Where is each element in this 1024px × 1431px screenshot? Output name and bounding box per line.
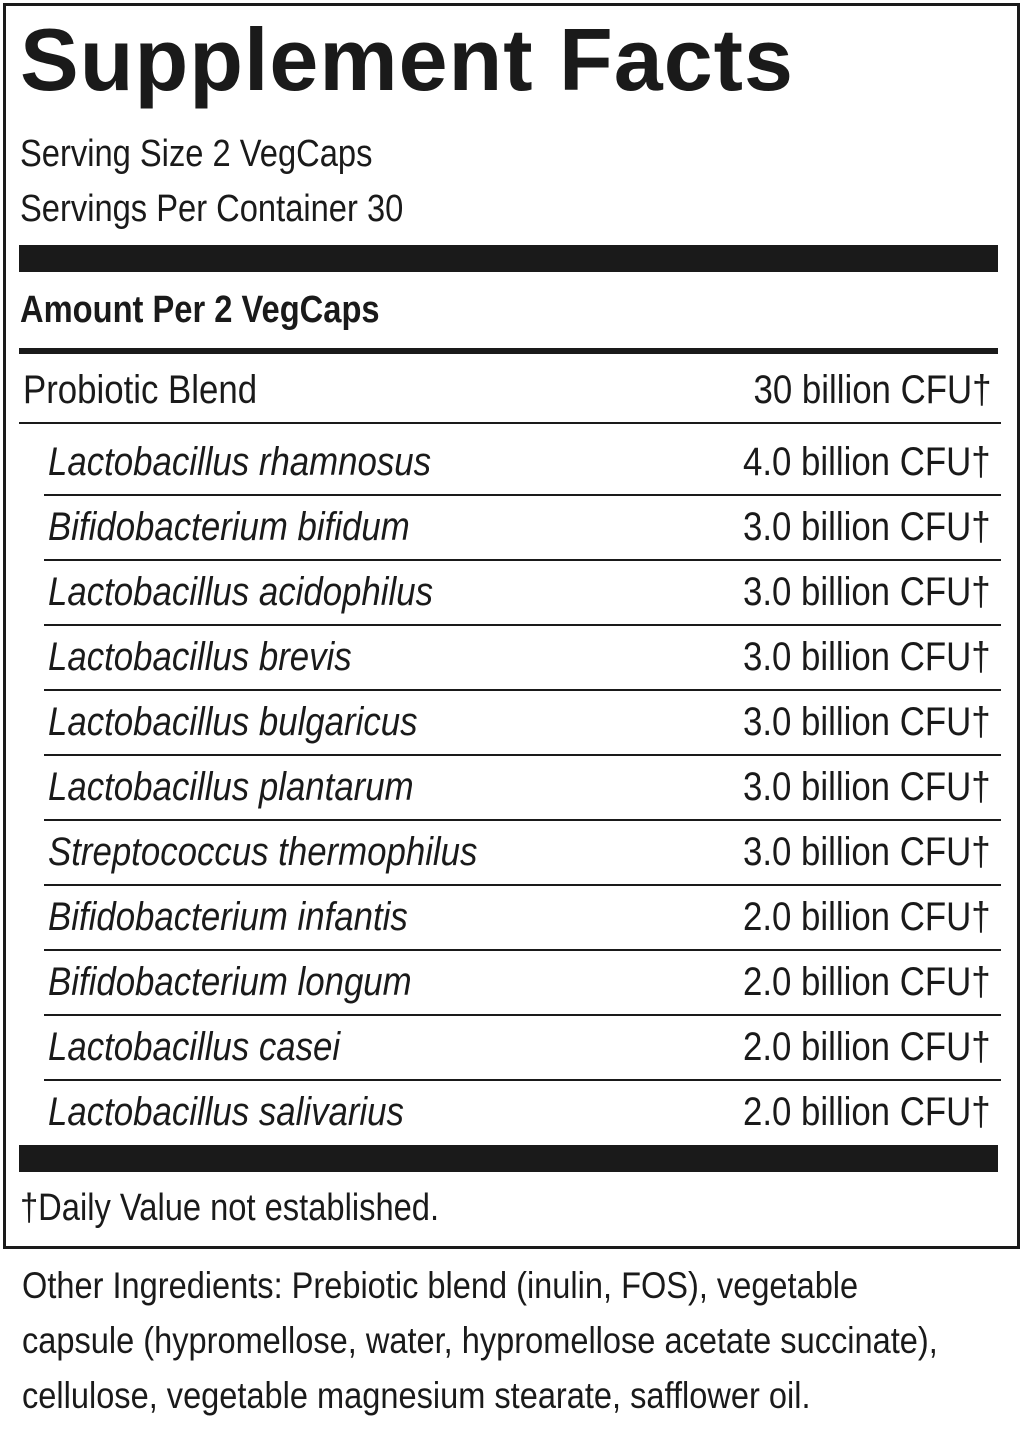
- other-ingredients-line: Other Ingredients: Prebiotic blend (inulin, FOS), vegetable: [22, 1265, 859, 1306]
- blend-name: Probiotic Blend: [23, 368, 258, 412]
- strain-name: Lactobacillus rhamnosus: [48, 440, 432, 484]
- page-title: Supplement Facts: [20, 10, 794, 109]
- amount-per-serving-header: Amount Per 2 VegCaps: [20, 289, 380, 331]
- strain-row: [44, 820, 1001, 886]
- strain-amount: 3.0 billion CFU†: [743, 765, 991, 809]
- thick-divider-bottom: [19, 1145, 998, 1172]
- strain-row: [44, 625, 1001, 691]
- strain-name: Bifidobacterium bifidum: [48, 505, 410, 549]
- strain-name: Lactobacillus salivarius: [48, 1090, 404, 1134]
- other-ingredients-line: capsule (hypromellose, water, hypromellose acetate succinate),: [22, 1320, 938, 1361]
- blend-amount: 30 billion CFU†: [753, 368, 991, 412]
- strain-row: [44, 1080, 1001, 1144]
- strain-row: [44, 560, 1001, 626]
- strain-amount: 3.0 billion CFU†: [743, 700, 991, 744]
- strain-row: [44, 950, 1001, 1016]
- other-ingredients-line: cellulose, vegetable magnesium stearate, safflower oil.: [22, 1375, 811, 1416]
- strain-name: Lactobacillus casei: [48, 1025, 341, 1069]
- strain-amount: 2.0 billion CFU†: [743, 960, 991, 1004]
- strain-amount: 3.0 billion CFU†: [743, 570, 991, 614]
- strain-amount: 2.0 billion CFU†: [743, 1025, 991, 1069]
- strain-amount: 4.0 billion CFU†: [743, 440, 991, 484]
- strain-row: [44, 885, 1001, 951]
- strain-name: Lactobacillus plantarum: [48, 765, 414, 809]
- strain-name: Lactobacillus brevis: [48, 635, 352, 679]
- header-divider: [19, 348, 998, 354]
- probiotic-blend-row: [19, 358, 1001, 424]
- strain-row: [44, 430, 1001, 496]
- strain-amount: 3.0 billion CFU†: [743, 635, 991, 679]
- strain-name: Streptococcus thermophilus: [48, 830, 478, 874]
- other-ingredients: [22, 1258, 1024, 1423]
- strain-row: [44, 755, 1001, 821]
- strain-amount: 2.0 billion CFU†: [743, 895, 991, 939]
- thick-divider-top: [19, 245, 998, 272]
- strain-name: Lactobacillus bulgaricus: [48, 700, 418, 744]
- strain-name: Lactobacillus acidophilus: [48, 570, 433, 614]
- strain-amount: 3.0 billion CFU†: [743, 505, 991, 549]
- daily-value-footnote: †Daily Value not established.: [20, 1187, 440, 1229]
- strain-row: [44, 1015, 1001, 1081]
- strain-name: Bifidobacterium longum: [48, 960, 412, 1004]
- servings-per-container: Servings Per Container 30: [20, 188, 404, 230]
- strain-name: Bifidobacterium infantis: [48, 895, 408, 939]
- strain-amount: 2.0 billion CFU†: [743, 1090, 991, 1134]
- strain-amount: 3.0 billion CFU†: [743, 830, 991, 874]
- serving-size: Serving Size 2 VegCaps: [20, 133, 373, 175]
- strain-row: [44, 690, 1001, 756]
- strain-row: [44, 495, 1001, 561]
